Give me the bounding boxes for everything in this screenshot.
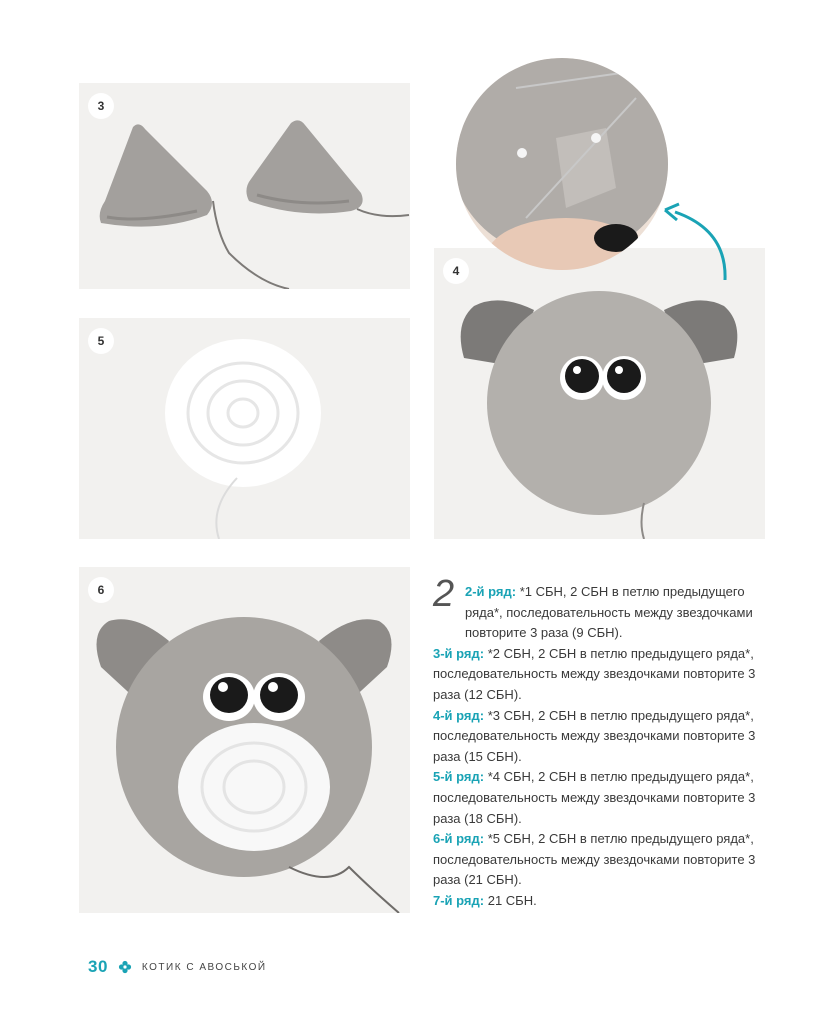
- inset-illustration: [456, 58, 668, 270]
- row-label: 4-й ряд:: [433, 707, 485, 723]
- step-badge: 5: [88, 328, 114, 354]
- book-title: КОТИК С АВОСЬКОЙ: [141, 961, 267, 973]
- row-instruction: [433, 582, 773, 644]
- row-instruction: [433, 891, 773, 912]
- photo-6-assembled-head: [79, 567, 410, 913]
- ears-illustration: [79, 83, 410, 289]
- row-text: *2 СБН, 2 СБН в петлю предыдущего ряда*, последовательность между звездочками повторите 3 раза (12 СБН).: [433, 645, 756, 702]
- row-label: 3-й ряд:: [433, 645, 485, 661]
- row-instruction: [433, 767, 773, 829]
- step-number: 2: [433, 573, 455, 615]
- step-badge: 6: [88, 577, 114, 603]
- page-number: 30: [88, 957, 108, 976]
- photo-5-muzzle: [79, 318, 410, 539]
- muzzle-illustration: [79, 318, 410, 539]
- page-footer: [88, 957, 267, 977]
- row-instruction: [433, 829, 773, 891]
- curved-arrow-icon: [655, 200, 735, 285]
- row-text: *4 СБН, 2 СБН в петлю предыдущего ряда*, последовательность между звездочками повторите 3 раза (18 СБН).: [433, 769, 756, 826]
- row-text: *5 СБН, 2 СБН в петлю предыдущего ряда*, последовательность между звездочками повторите 3 раза (21 СБН).: [433, 831, 756, 888]
- row-label: 5-й ряд:: [433, 769, 485, 785]
- row-label: 7-й ряд:: [433, 892, 485, 908]
- head-illustration: [434, 248, 765, 539]
- assembled-head-illustration: [79, 567, 410, 913]
- inset-detail-photo: [456, 58, 668, 270]
- step-badge: 4: [443, 258, 469, 284]
- instructions-text: [433, 582, 773, 912]
- row-text: *3 СБН, 2 СБН в петлю предыдущего ряда*, последовательность между звездочками повторите 3 раза (15 СБН).: [433, 707, 756, 764]
- row-label: 2-й ряд:: [465, 584, 517, 599]
- step-badge: 3: [88, 93, 114, 119]
- row-text: *1 СБН, 2 СБН в петлю предыдущего ряда*, последовательность между звездочками повторите 3 раза (9 СБН).: [465, 584, 753, 641]
- photo-4-head: [434, 248, 765, 539]
- flower-icon: [118, 960, 132, 974]
- row-instruction: [433, 644, 773, 706]
- photo-3-ears: [79, 83, 410, 289]
- row-label: 6-й ряд:: [433, 831, 485, 847]
- row-text: 21 СБН.: [484, 892, 537, 908]
- row-instruction: [433, 706, 773, 768]
